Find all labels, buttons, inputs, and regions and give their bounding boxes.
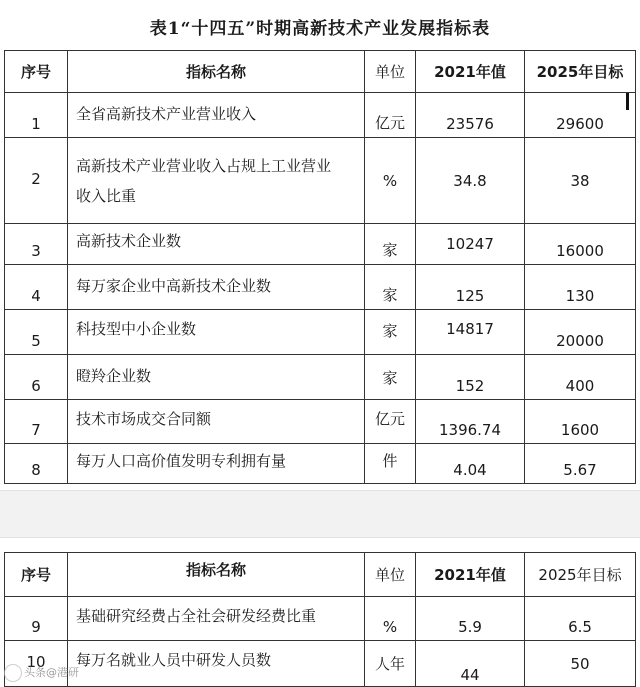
table-row	[5, 355, 636, 400]
row-no: 4	[5, 265, 68, 310]
row-2025: 400	[525, 355, 636, 400]
row-2025: 38	[525, 138, 636, 224]
row-unit: 人年	[365, 641, 416, 687]
table-row	[5, 400, 636, 444]
row-2021: 1396.74	[416, 400, 525, 444]
row-no: 5	[5, 310, 68, 355]
header-name: 指标名称	[68, 553, 365, 597]
row-2021: 34.8	[416, 138, 525, 224]
table-title: 表1“十四五”时期高新技术产业发展指标表	[149, 19, 491, 39]
row-2021: 10247	[416, 224, 525, 265]
row-2021: 14817	[416, 310, 525, 355]
row-2025: 1600	[525, 400, 636, 444]
row-2021: 44	[416, 641, 525, 687]
header-2021: 2021年值	[416, 553, 525, 597]
row-name: 技术市场成交合同额	[68, 400, 365, 444]
header-2025: 2025年目标	[525, 51, 636, 93]
row-2025: 130	[525, 265, 636, 310]
row-unit: %	[365, 138, 416, 224]
header-no: 序号	[5, 553, 68, 597]
header-unit: 单位	[365, 51, 416, 93]
row-unit: 亿元	[365, 93, 416, 138]
row-2025: 5.67	[525, 444, 636, 484]
row-2025: 20000	[525, 310, 636, 355]
row-2025: 16000	[525, 224, 636, 265]
row-no: 1	[5, 93, 68, 138]
row-2025: 6.5	[525, 597, 636, 641]
row-no: 3	[5, 224, 68, 265]
row-unit: 家	[365, 224, 416, 265]
row-2025: 29600	[525, 93, 636, 138]
row-unit: 家	[365, 265, 416, 310]
row-unit: 家	[365, 310, 416, 355]
row-no: 10	[5, 641, 68, 687]
row-no: 9	[5, 597, 68, 641]
row-no: 7	[5, 400, 68, 444]
header-unit: 单位	[365, 553, 416, 597]
row-2025: 50	[525, 641, 636, 687]
row-2021: 4.04	[416, 444, 525, 484]
row-no: 6	[5, 355, 68, 400]
row-2021: 152	[416, 355, 525, 400]
row-name: 高新技术企业数	[68, 224, 365, 265]
table-header-row	[5, 553, 636, 597]
row-name: 科技型中小企业数	[68, 310, 365, 355]
header-2021: 2021年值	[416, 51, 525, 93]
table-row	[5, 310, 636, 355]
row-no: 8	[5, 444, 68, 484]
watermark-text: 头条@港研	[24, 666, 79, 679]
row-name: 基础研究经费占全社会研发经费比重	[68, 597, 365, 641]
header-2025: 2025年目标	[525, 553, 636, 597]
header-no: 序号	[5, 51, 68, 93]
header-name: 指标名称	[68, 51, 365, 93]
watermark-logo-icon	[4, 664, 22, 682]
table-row	[5, 265, 636, 310]
row-name: 每万名就业人员中研发人员数	[68, 641, 365, 687]
indicator-table-2	[4, 552, 636, 687]
row-2021: 5.9	[416, 597, 525, 641]
row-unit: 件	[365, 444, 416, 484]
table-row	[5, 93, 636, 138]
row-name: 每万人口高价值发明专利拥有量	[68, 444, 365, 484]
row-name: 瞪羚企业数	[68, 355, 365, 400]
row-unit: 亿元	[365, 400, 416, 444]
table-row	[5, 224, 636, 265]
row-2021: 125	[416, 265, 525, 310]
row-no: 2	[5, 138, 68, 224]
page-break-gap	[0, 490, 640, 538]
row-name: 高新技术产业营业收入占规上工业营业收入比重	[68, 138, 365, 224]
table-header-row	[5, 51, 636, 93]
row-name: 全省高新技术产业营业收入	[68, 93, 365, 138]
row-unit: 家	[365, 355, 416, 400]
table-row	[5, 138, 636, 224]
indicator-table-1	[4, 50, 636, 484]
row-name: 每万家企业中高新技术企业数	[68, 265, 365, 310]
table-row	[5, 444, 636, 484]
row-unit: %	[365, 597, 416, 641]
table-row	[5, 597, 636, 641]
row-2021: 23576	[416, 93, 525, 138]
table-row	[5, 641, 636, 687]
